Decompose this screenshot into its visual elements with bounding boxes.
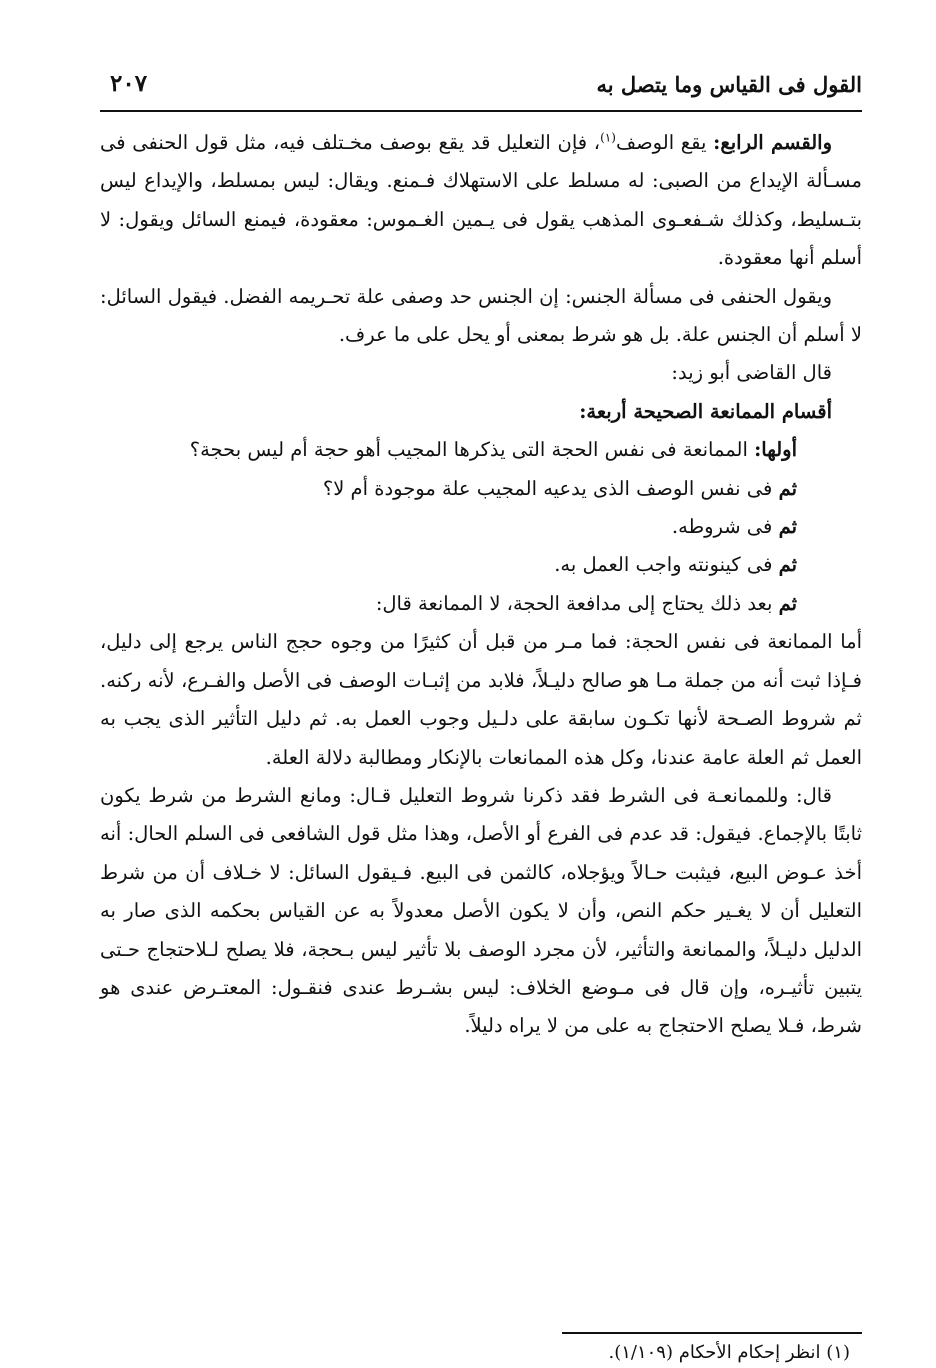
list-item-5 (100, 585, 862, 623)
list-item-4-text: فى كينونته واجب العمل به. (554, 553, 779, 577)
list-item-1-lead: أولها: (754, 438, 797, 462)
list-item-5-text: بعد ذلك يحتاج إلى مدافعة الحجة، لا الممانعة قال: (375, 591, 779, 615)
paragraph-2: ويقول الحنفى فى مسألة الجنس: إن الجنس حد وصفى علة تحـريمه الفضل. فيقول السائل: لا أسلم أن الجنس علة. بل هو شرط بمعنى أو يحل على ما عرف. (100, 284, 862, 347)
page-header (100, 60, 862, 104)
list-item-1 (100, 431, 862, 469)
list-item-3-text: فى شروطه. (671, 515, 779, 539)
header-rule (100, 110, 862, 112)
list-item-4 (100, 546, 862, 584)
list-item-2-lead: ثم (778, 476, 797, 500)
paragraph-1 (100, 124, 862, 278)
list-item-3 (100, 508, 862, 546)
list-item-2 (100, 470, 862, 508)
list-item-4-lead: ثم (778, 553, 797, 577)
paragraph-11: قال: وللممانعـة فى الشرط فقد ذكرنا شروط التعليل قـال: ومانع الشرط من شرط يكون ثابتًا بالإجماع. فيقول: قد عدم فى الفرع أو الأصل، وهذا مثل قول الشافعى فى السلم الحال: أنه أخذ عـوض البيع، فيثبت حـالاً ويؤجلاه، كالثمن فى البيع. فـيقول السائل: لا خـلاف أن من شرط التعليل أن لا يغـير حكم النص، وأن لا يكون الأصل معدولاً به عن القياس بحكمه الذى صار به الدليل دليـلاً، والممانعة والتأثير، لأن مجرد الوصف بلا تأثير ليس بـحجة، فلا يصلح لـلاحتجاج حـتى يتبين تأثيـره، وإن قال فى مـوضع الخلاف: ليس بشـرط عندى فنقـول: المعتـرض عندى هو شرط، فـلا يصلح الاحتجاج به على من لا يراه دليلاً. (100, 783, 862, 1038)
subheading: أقسام الممانعة الصحيحة أربعة: (579, 399, 832, 423)
page-number: ٢٠٧ (110, 70, 148, 97)
footnote-rule (562, 1332, 862, 1334)
paragraph-1-text-a: يقع الوصف (615, 131, 714, 154)
footnote: (١) انظر إحكام الأحكام (١/١٠٩). (608, 1342, 850, 1363)
list-item-1-text: الممانعة فى نفس الحجة التى يذكرها المجيب أهو حجة أم ليس بحجة؟ (189, 438, 755, 462)
paragraph-3: قال القاضى أبو زيد: (671, 361, 832, 385)
book-page (100, 60, 862, 1363)
list-item-2-text: فى نفس الوصف الذى يدعيه المجيب علة موجودة أم لا؟ (322, 476, 779, 500)
section-heading: والقسم الرابع: (713, 131, 833, 154)
list-item-3-lead: ثم (778, 515, 797, 539)
paragraph-1-text-b: ، فإن التعليل قد يقع بوصف مخـتلف فيه، مثل قول الحنفى فى مسـألة الإيداع من الصبى: له مسلط على الاستهلاك فـمنع. ويقال: ليس بمسلط، والإيداع ليس بتـسليط، وكذلك شـفعـوى المذهب يقول فى يـمين الغـموس: معقودة، فيمنع السائل ويقول: لا أسلم أنها معقودة. (100, 131, 862, 270)
footnote-ref: (١) (600, 130, 616, 145)
running-title: القول فى القياس وما يتصل به (596, 72, 862, 97)
body-text (100, 124, 862, 1046)
paragraph-10: أما الممانعة فى نفس الحجة: فما مـر من قبل أن كثيرًا من وجوه حجج الناس يرجع إلى دليل، فـإذا ثبت أنه من جملة مـا هو صالح دليـلاً، فلابد من إثبـات الوصف فى الأصل والفـرع، لأنه ركنه. ثم شروط الصـحة لأنها تكـون سابقة على دلـيل وجوب العمل به. ثم دليل التأثير الذى يجب به العمل ثم العلة عامة عندنا، وكل هذه الممانعات بالإنكار ومطالبة دلالة العلة. (100, 630, 862, 769)
list-item-5-lead: ثم (778, 591, 797, 615)
